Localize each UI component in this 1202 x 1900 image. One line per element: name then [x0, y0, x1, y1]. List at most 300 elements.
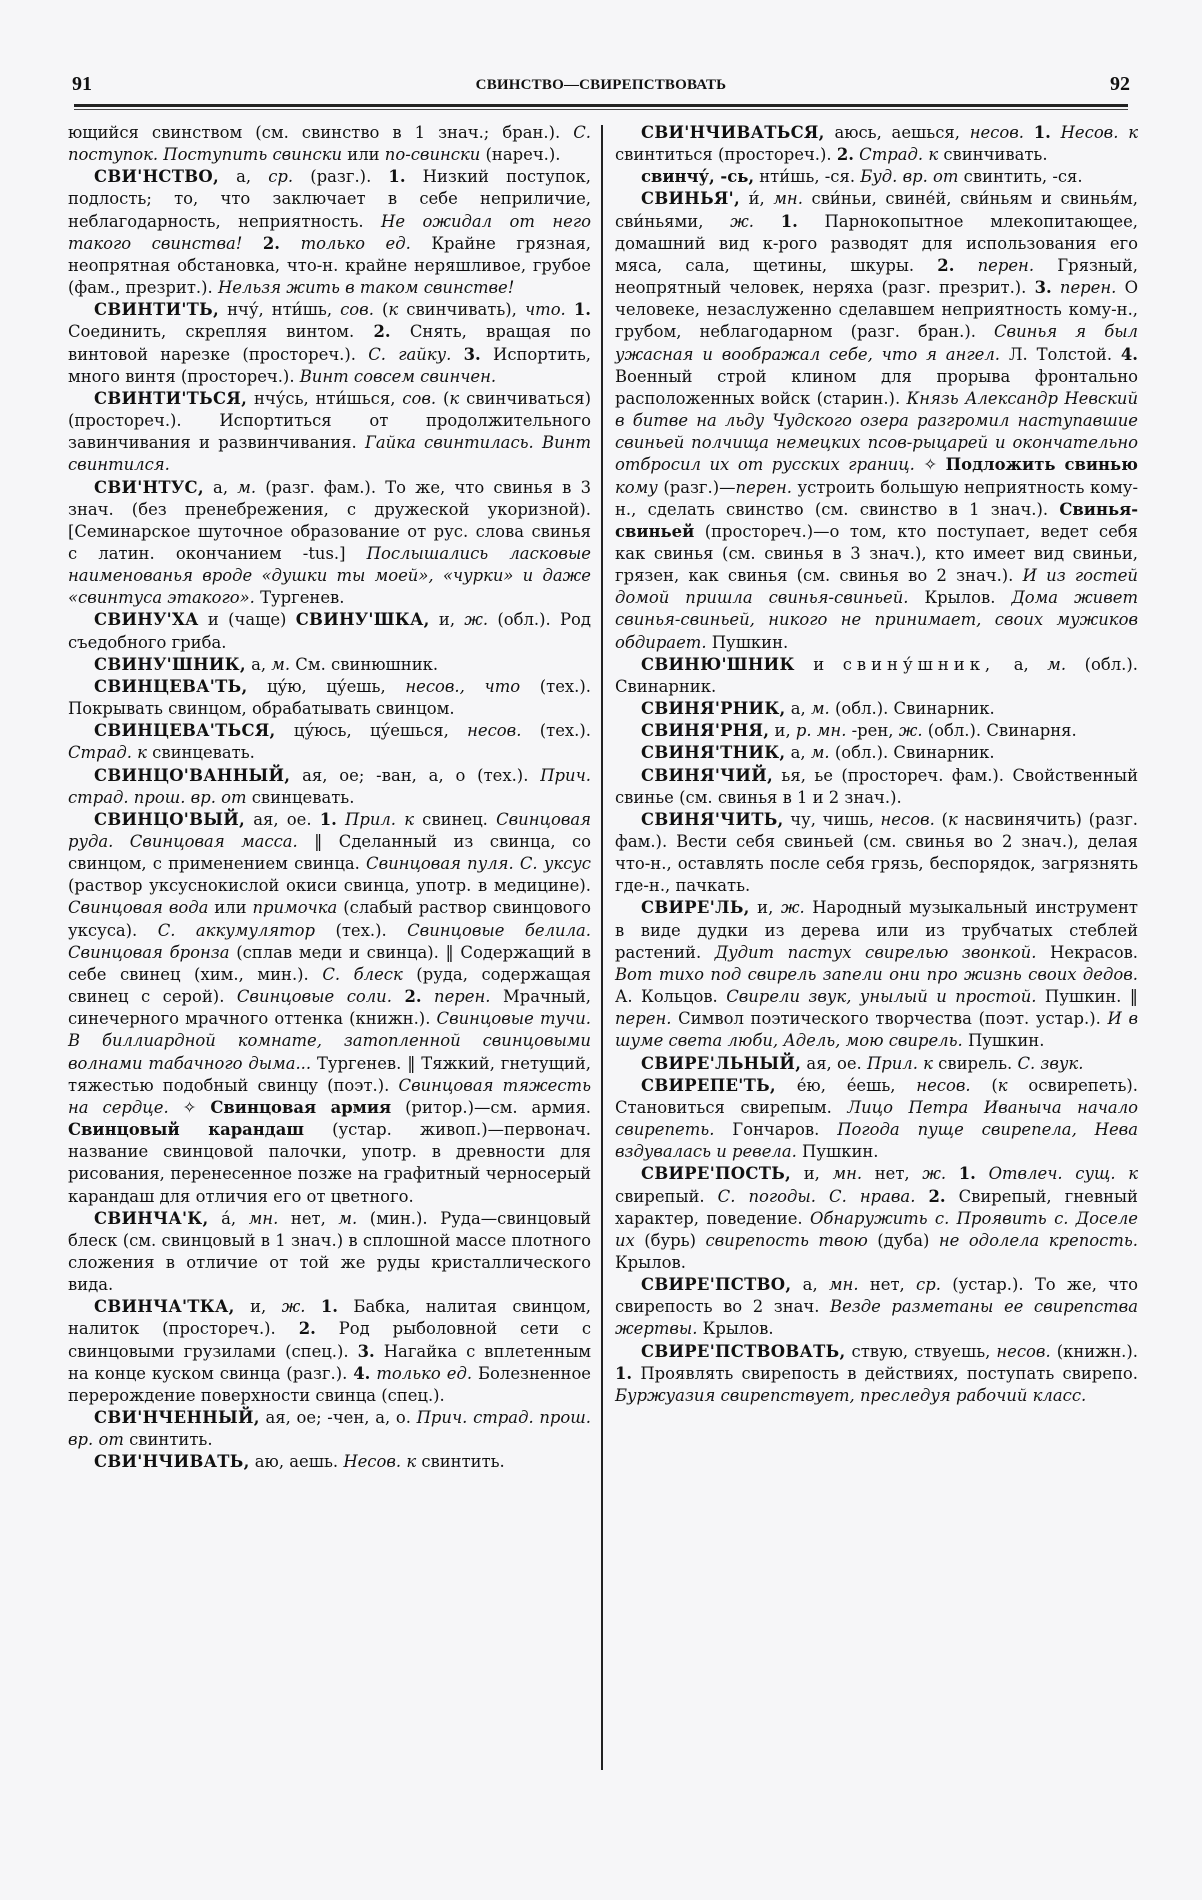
entry-text [242, 234, 263, 253]
entry-text: а, [218, 167, 269, 187]
entry-text: и [794, 654, 843, 674]
entry-text: 1. [320, 1297, 339, 1317]
dictionary-entry [615, 809, 1138, 898]
entry-text: по-свински [384, 145, 481, 165]
entry-text: 2. [937, 255, 955, 275]
entry-text: (книжн.). [1050, 1341, 1138, 1361]
entry-text: ( [373, 300, 389, 320]
entry-text: нет, [858, 1275, 917, 1295]
entry-text: и́, [739, 189, 774, 209]
dictionary-entry [615, 765, 1138, 809]
entry-text: насвинячить) (разг. фам.). Вести себя свиньей (см. свинья во 2 знач.), делая что-н., оставлять после себя грязь, беспорядок, загрязнять где-н., пачкать. [615, 809, 1139, 896]
dictionary-entry [615, 1274, 1138, 1340]
entry-text: чу, чишь, [783, 809, 881, 829]
entry-text: сов. [340, 300, 374, 320]
entry-text: (ритор.)—см. армия. [391, 1097, 591, 1117]
entry-text: Л. Толстой. [999, 344, 1121, 364]
entry-text: Крылов. [615, 1252, 686, 1272]
headword: СВИ'НТУС, [94, 477, 204, 497]
entry-text: Дома живет свинья-свиньей, никого не принимает, своих мужиков обдирает. [615, 588, 1138, 652]
entry-text: ✧ [914, 455, 946, 475]
headword: СВИНУ'ШНИК, [94, 654, 246, 674]
entry-text: Болезненное перерождение поверхности свинца (спец.). [68, 1363, 592, 1405]
entry-text: Род рыболовной сети с свинцовыми грузилами (спец.). [68, 1319, 591, 1361]
entry-text: Буржуазия свирепствует, преследуя рабочий класс. [615, 1385, 1087, 1405]
dictionary-entry [68, 654, 591, 676]
entry-text: 1. [615, 1363, 633, 1383]
entry-text: С. гайку. [368, 344, 452, 364]
entry-text: несов. [969, 123, 1024, 142]
entry-text: ж. [281, 1297, 306, 1317]
entry-text: свинец. [414, 809, 497, 829]
entry-text: аюсь, аешься, [824, 123, 970, 142]
headword: СВИНЯ'ЧИЙ, [641, 765, 773, 785]
entry-text: Грязный, неопрятный человек, неряха (разг. презрит.). [615, 255, 1138, 298]
entry-text: ющийся свинством (см. свинство в 1 знач.; бран.). [68, 123, 574, 142]
entry-text: (сплав меди и свинца). ‖ Содержащий в себе свинец (хим., мин.). [68, 942, 591, 984]
entry-text: ср. [916, 1275, 941, 1295]
entry-text: (разг.). [293, 167, 389, 187]
entry-text: 1. [388, 167, 406, 187]
entry-text: С. погоды. С. нрава. [717, 1186, 916, 1206]
entry-text: (обл.). Свинарня. [922, 721, 1077, 741]
headword: СВИРЕ'ЛЬ, [641, 898, 750, 918]
entry-text: Военный строй клином для прорыва фронтально расположенных войск (старин.). [615, 366, 1138, 408]
entry-text: ж. [922, 1164, 947, 1184]
entry-text: Свинцовая тяжесть на сердце. [68, 1075, 591, 1117]
entry-text: 2. [404, 987, 422, 1007]
entry-text: Крылов. [697, 1319, 774, 1339]
headword: СВИНЬЯ', [641, 189, 740, 209]
entry-text: м. [237, 477, 257, 497]
entry-text: (тех.). Покрывать свинцом, обрабатывать свинцом. [68, 676, 591, 719]
entry-text: только ед. [300, 233, 411, 253]
entry-text: только ед. [376, 1363, 473, 1383]
entry-text: ая, ое. [801, 1053, 867, 1073]
entry-text: Пушкин. [796, 1142, 879, 1162]
entry-text: Некрасов. [1036, 942, 1139, 962]
column-left [68, 122, 591, 1474]
entry-text: Прич. страд. прош. вр. от [68, 765, 591, 807]
entry-text: к [947, 809, 958, 829]
entry-text: 1. [573, 300, 591, 320]
entry-text: несов. [467, 721, 522, 741]
entry-text: ж. [730, 211, 754, 231]
entry-text: свирепый. [615, 1186, 718, 1206]
entry-text: мн. [248, 1208, 279, 1228]
entry-text: Винт совсем свинчен. [299, 366, 497, 386]
entry-text: сви́ньи, свине́й, сви́ньям и свинья́м, сви́ньями, [615, 189, 1138, 231]
entry-text: (тех.). [521, 721, 591, 741]
entry-text: устроить большую неприятность кому-н., сделать свинство (см. свинство в 1 знач.). [615, 477, 1138, 519]
entry-text: 1. [319, 809, 337, 829]
entry-text: свинцевать. [146, 743, 255, 763]
entry-text: Не ожидал от него такого свинства! [68, 211, 591, 253]
entry-text: Народный музыкальный инструмент в виде дудки из дерева или из трубчатых стеблей растений. [615, 898, 1138, 962]
entry-text: Крылов. [908, 588, 1012, 608]
entry-text [392, 987, 404, 1006]
entry-text: Символ поэтического творчества (поэт. устар.). [671, 1009, 1108, 1029]
entry-text: Нагайка с вплетенным на конце куском свинца (разг.). [68, 1341, 591, 1383]
dictionary-entry [68, 477, 591, 610]
entry-text: Лицо Петра Иваныча начало свирепеть. [615, 1097, 1139, 1140]
headword: СВИНЮ'ШНИК [641, 654, 795, 674]
headword: СВИНЧА'ТКА, [94, 1297, 235, 1317]
dictionary-entry [615, 1341, 1138, 1407]
headword: СВИРЕПЕ'ТЬ, [641, 1075, 776, 1095]
dictionary-entry [68, 1451, 591, 1473]
entry-text: Свинья-свиньей [615, 499, 1138, 541]
entry-text: 2. [373, 322, 391, 342]
headword: СВИРЕ'ПСТВОВАТЬ, [641, 1341, 846, 1361]
dictionary-entry [68, 1208, 591, 1297]
headword: СВИНЦО'ВАННЫЙ, [94, 765, 291, 785]
entry-text: С. аккумулятор [157, 920, 316, 940]
entry-text: С. звук. [1017, 1053, 1084, 1073]
entry-text: освирепеть). Становиться свирепым. [615, 1075, 1138, 1117]
entry-text [946, 1164, 959, 1183]
entry-text [451, 345, 463, 364]
entry-text: Пушкин. [962, 1031, 1045, 1051]
entry-text: свинтиться (простореч.). [615, 145, 837, 165]
entry-text: а, [785, 743, 811, 763]
headword: СВИНЯ'ЧИТЬ, [641, 809, 784, 829]
entry-text: ( [436, 388, 450, 408]
entry-text: ж. [780, 898, 805, 918]
headword: СВИНЯ'ТНИК, [641, 743, 786, 763]
entry-text: перен. [615, 1009, 672, 1029]
entry-text: ✧ [168, 1097, 211, 1117]
entry-text: Свинцовая руда. Свинцовая масса. [68, 809, 591, 851]
entry-text: а, [995, 654, 1048, 674]
entry-text: нет, [278, 1208, 339, 1228]
entry-text: мн. [828, 1275, 859, 1295]
entry-text: (дуба) [867, 1230, 939, 1250]
entry-text: свинтить. [416, 1452, 505, 1472]
entry-text: 4. [1120, 344, 1138, 364]
entry-text: ср. [268, 167, 294, 187]
entry-text: м. [810, 743, 830, 763]
entry-text: Проявлять свирепость в действиях, поступать свирепо. [632, 1363, 1138, 1383]
entry-text: 3. [357, 1341, 375, 1361]
entry-text: свинтить, -ся. [958, 167, 1083, 187]
dictionary-entry [68, 1407, 591, 1451]
headword: СВИНЦО'ВЫЙ, [94, 809, 246, 829]
entry-text: Гайка свинтилась. Винт свинтился. [68, 433, 591, 475]
entry-text: Страд. к [68, 743, 147, 763]
entry-text: ( [934, 809, 948, 829]
entry-text: м. [1047, 654, 1067, 674]
entry-text: Свинцовые тучи. В биллиардной комнате, затопленной свинцовыми волнами табачного дыма... [68, 1009, 591, 1073]
entry-text: нчу́сь, нти́шься, [247, 388, 403, 408]
running-head: СВИНСТВО—СВИРЕПСТВОВАТЬ [475, 77, 727, 93]
entry-text: Прил. к [866, 1053, 933, 1073]
dictionary-entry [615, 166, 1138, 188]
entry-text: Свинья я был ужасная и воображал себе, что я ангел. [615, 322, 1138, 364]
entry-text: и, [429, 610, 465, 630]
entry-text: Свинцовая пуля. С. уксус [366, 854, 591, 874]
entry-text: несов. [996, 1341, 1051, 1361]
entry-text: 1. [1033, 123, 1051, 142]
entry-text: Свинцовая вода [68, 898, 209, 918]
entry-text: примочка [252, 898, 338, 918]
headword: СВИНЧА'К, [94, 1208, 209, 1228]
header-rule-thick [74, 104, 1128, 107]
headword: СВИРЕ'ПОСТЬ, [641, 1164, 792, 1184]
dictionary-entry [615, 698, 1138, 720]
headword: СВИНУ'ШКА, [295, 610, 430, 630]
entry-text: свину́шник, [842, 654, 996, 674]
entry-text: и, [749, 898, 781, 918]
entry-text: Испортить, много винтя (простореч.). [68, 344, 591, 386]
entry-text: перен. [735, 477, 792, 497]
entry-text: к [997, 1075, 1008, 1095]
entry-text: ( [970, 1075, 998, 1095]
entry-text: свинчивать), [398, 300, 525, 320]
entry-text: 2. [836, 145, 854, 165]
entry-text: ая, ое; -чен, а, о. [259, 1408, 417, 1428]
entry-text: м. [271, 654, 291, 674]
headword: СВИНЦЕВА'ТЬ, [94, 676, 248, 696]
headword: СВИРЕ'ЛЬНЫЙ, [641, 1053, 802, 1073]
entry-text: перен. [977, 255, 1035, 275]
entry-text: Прич. страд. прош. вр. от [68, 1408, 592, 1450]
column-divider [601, 125, 603, 1770]
entry-text: нет, [862, 1164, 923, 1184]
entry-text: Свирепый, гневный характер, поведение. [615, 1186, 1138, 1228]
entry-text: и, [791, 1164, 833, 1184]
headword: СВИНЯ'РНЯ, [641, 721, 770, 741]
entry-text: (руда, содержащая свинец с серой). [68, 964, 591, 1007]
entry-text: 3. [1034, 278, 1052, 298]
entry-text: 1. [958, 1164, 976, 1184]
entry-text: м. [810, 699, 830, 719]
entry-text: См. свинюшник. [290, 654, 439, 674]
entry-text: Прил. к [345, 809, 414, 829]
entry-text: Везде разметаны ее свирепства жертвы. [615, 1297, 1138, 1339]
dictionary-entry [68, 809, 591, 1208]
entry-text: что. [524, 300, 566, 320]
entry-text: Мрачный, синечерного мрачного оттенка (книжн.). [68, 987, 591, 1029]
entry-text: Пушкин. [706, 632, 789, 652]
entry-text: и (чаще) [198, 610, 296, 630]
entry-text: С. блеск [322, 964, 403, 984]
entry-text: к [449, 388, 460, 408]
dictionary-entry [68, 765, 591, 809]
headword: СВИ'НЧЕННЫЙ, [94, 1408, 260, 1428]
entry-text: (раствор уксуснокислой окиси свинца, употр. в медицине). [68, 876, 591, 896]
entry-text: Страд. к [859, 145, 939, 165]
headword: СВИ'НЧИВАТЬСЯ, [641, 123, 825, 142]
entry-text [566, 300, 574, 319]
entry-text: И из гостей домой пришла свинья-свиньей. [615, 566, 1138, 608]
page-number-left: 91 [72, 73, 92, 95]
entry-text: и, [234, 1297, 282, 1317]
entry-text: Тургенев. ‖ Тяжкий, гнетущий, тяжестью подобный свинцу (поэт.). [68, 1053, 591, 1095]
entry-text: Свирели звук, унылый и простой. [726, 987, 1037, 1007]
entry-text: Несов. к [343, 1452, 417, 1472]
entry-text: Буд. вр. от [860, 167, 959, 187]
entry-text: Свинцовый карандаш [68, 1120, 304, 1140]
entry-text: сов. [402, 388, 437, 408]
dictionary-entry [615, 1053, 1138, 1075]
entry-text: 3. [463, 344, 481, 364]
entry-text: р. мн. [795, 721, 847, 741]
entry-text: свинчивать. [938, 145, 1048, 165]
entry-text: а, [785, 699, 811, 719]
dictionary-entry [615, 188, 1138, 653]
entry-text: м. [338, 1208, 358, 1228]
entry-text: нти́шь, -ся. [754, 167, 861, 187]
entry-text: свирепость твою [705, 1230, 868, 1250]
dictionary-entry [68, 166, 591, 299]
entry-text [1024, 123, 1034, 142]
entry-text: Обнаружить с. Проявить с. Доселе их [615, 1208, 1138, 1250]
entry-text: (слабый раствор свинцового уксуса). [68, 898, 591, 940]
dictionary-entry [68, 122, 591, 166]
entry-text: а, [245, 654, 272, 674]
entry-text: ствую, ствуешь, [845, 1341, 997, 1361]
dictionary-entry [615, 122, 1138, 166]
entry-text: Свинцовая армия [210, 1097, 392, 1117]
entry-text: (устар.). То же, что свирепость во 2 знач. [615, 1275, 1139, 1317]
entry-text: к [388, 300, 399, 320]
entry-text: кому [615, 477, 658, 497]
entry-text: Вот тихо под свирель запели они про жизнь своих дедов. [615, 964, 1138, 984]
entry-text: нчу́, нти́шь, [219, 300, 341, 320]
entry-text: Парнокопытное млекопитающее, домашний вид к-рого разводят для использования его мяса, сала, щетины, шкуры. [615, 211, 1138, 275]
entry-text: свинчу́, -сь, [641, 167, 755, 187]
entry-text: Подложить свинью [945, 455, 1138, 475]
entry-text: 2. [262, 233, 281, 253]
headword: СВИРЕ'ПСТВО, [641, 1275, 792, 1295]
headword: СВИНУ'ХА [94, 610, 199, 630]
entry-text: несов. [880, 809, 935, 829]
entry-text [280, 234, 301, 253]
headword: СВИНТИ'ТЬ, [94, 300, 220, 320]
entry-text: свинтить. [123, 1430, 213, 1450]
entry-text: А. Кольцов. [615, 987, 727, 1007]
entry-text [754, 212, 781, 231]
entry-text: мн. [832, 1164, 863, 1184]
entry-text: или [342, 145, 385, 165]
dictionary-entry [68, 609, 591, 653]
entry-text: 4. [353, 1363, 371, 1383]
header-rule-thin [74, 109, 1128, 110]
entry-text [915, 1187, 928, 1206]
entry-text: (разг.)— [657, 477, 736, 497]
headword: СВИНЯ'РНИК, [641, 699, 786, 719]
entry-text: Послышались ласковые наименованья вроде «душки ты моей», «чурки» и даже «свинтуса этакого». [68, 543, 591, 608]
entry-text: Низкий поступок, подлость; то, что заключает в себе неприличие, неблагодарность, неприятность. [68, 167, 592, 231]
entry-text [337, 810, 345, 829]
entry-text: а, [203, 477, 238, 497]
entry-text: (обл.). Род съедобного гриба. [68, 610, 591, 652]
dictionary-entry [615, 654, 1138, 698]
entry-text: (тех.). [315, 920, 408, 940]
page-number-right: 92 [1110, 73, 1130, 95]
entry-text: Тургенев. [254, 588, 345, 608]
entry-text: мн. [773, 189, 803, 209]
entry-text: Нельзя жить в таком свинстве! [217, 278, 515, 298]
dictionary-entry [68, 1296, 591, 1407]
entry-text: 2. [298, 1319, 316, 1339]
entry-text: (разг. фам.). То же, что свинья в 3 знач. (без пренебрежения, с дружеской укоризной). [Семинарское шуточное образование от рус. слова свинья с латин. окончанием -tus.] [68, 477, 592, 563]
entry-text [1051, 123, 1061, 142]
entry-text: Гончаров. [714, 1120, 838, 1140]
entry-text: (обл.). Свинарник. [829, 699, 995, 719]
entry-text: (обл.). Свинарник. [829, 743, 995, 763]
entry-text [305, 1297, 320, 1316]
entry-text: Бабка, налитая свинцом, налиток (простореч.). [68, 1297, 591, 1339]
headword: СВИ'НСТВО, [94, 167, 219, 187]
dictionary-entry [615, 742, 1138, 764]
entry-text: (обл.). Свинарник. [615, 654, 1138, 696]
headword: СВИ'НЧИВАТЬ, [94, 1452, 250, 1472]
entry-text: Отвлеч. сущ. к [988, 1164, 1139, 1184]
entry-text: (бурь) [634, 1230, 706, 1250]
entry-text: а, [791, 1275, 829, 1295]
entry-text: Крайне грязная, неопрятная обстановка, что-н. крайне неряшливое, грубое (фам., презрит.). [68, 233, 592, 298]
entry-text: не одолела крепость. [938, 1230, 1138, 1250]
entry-text: Соединить, скрепляя винтом. [68, 322, 374, 342]
entry-text: Снять, вращая по винтовой нарезке (простореч.). [68, 322, 591, 364]
entry-text: ая, ое; -ван, а, о (тех.). [290, 765, 541, 785]
entry-text: О человеке, незаслуженно сделавшем неприятность кому-н., грубом, неблагодарном (разг. бран.). [615, 278, 1139, 342]
entry-text: Пушкин. ‖ [1036, 987, 1138, 1007]
entry-text: Дудит пастух свирелью звонкой. [714, 942, 1037, 962]
entry-text: (нареч.). [480, 145, 561, 165]
dictionary-entry [68, 676, 591, 720]
entry-text: И в шуме света люби, Адель, мою свирель. [615, 1009, 1138, 1051]
entry-text: ж. [898, 721, 923, 741]
column-right [615, 122, 1138, 1407]
entry-text: Князь Александр Невский в битве на льду Чудского озера разгромил наступавшие свиньей полчища немецких псов-рыцарей и окончательно отбросил их от русских границ. [615, 388, 1138, 475]
entry-text: е́ю, е́ешь, [775, 1075, 917, 1095]
entry-text: -рен, [846, 721, 899, 741]
entry-text: Свинцовые белила. Свинцовая бронза [68, 920, 591, 962]
dictionary-entry [615, 897, 1138, 1052]
entry-text: (устар. живоп.)—первонач. название свинцовой палочки, употр. в древности для рисования, перенесенное позже на графитный черносерый карандаш для отличия его от цветного. [68, 1120, 591, 1206]
entry-text: свинчиваться) (простореч.). Испортиться от продолжительного завинчивания и развинчивания. [68, 388, 591, 453]
entry-text: Погода пуще свирепела, Нева вздувалась и ревела. [615, 1120, 1138, 1162]
entry-text: перен. [1059, 278, 1117, 298]
entry-text: Свинцовые соли. [236, 987, 392, 1007]
entry-text: цу́юсь, цу́ешься, [275, 721, 468, 741]
entry-text: свирель. [932, 1053, 1018, 1073]
entry-text [1052, 278, 1060, 297]
dictionary-entry [615, 1163, 1138, 1274]
entry-text: несов. [916, 1075, 971, 1095]
entry-text: 2. [928, 1186, 946, 1206]
entry-text: перен. [434, 987, 491, 1007]
headword: СВИНТИ'ТЬСЯ, [94, 388, 248, 408]
entry-text: а́, [208, 1208, 249, 1228]
entry-text: ‖ Сделанный из свинца, со свинцом, с применением свинца. [68, 832, 591, 874]
headword: СВИНЦЕВА'ТЬСЯ, [94, 721, 276, 741]
dictionary-entry [615, 1075, 1138, 1164]
entry-text [422, 987, 434, 1006]
dictionary-entry [68, 720, 591, 764]
entry-text [954, 256, 977, 275]
dictionary-entry [615, 720, 1138, 742]
entry-text: ая, ое. [245, 809, 320, 829]
entry-text [976, 1164, 989, 1183]
entry-text: С. поступок. Поступить свински [68, 123, 591, 165]
entry-text: ж. [464, 610, 489, 630]
entry-text: ья, ье (простореч. фам.). Свойственный свинье (см. свинья в 1 и 2 знач.). [615, 765, 1138, 807]
entry-text: свинцевать. [246, 787, 355, 807]
